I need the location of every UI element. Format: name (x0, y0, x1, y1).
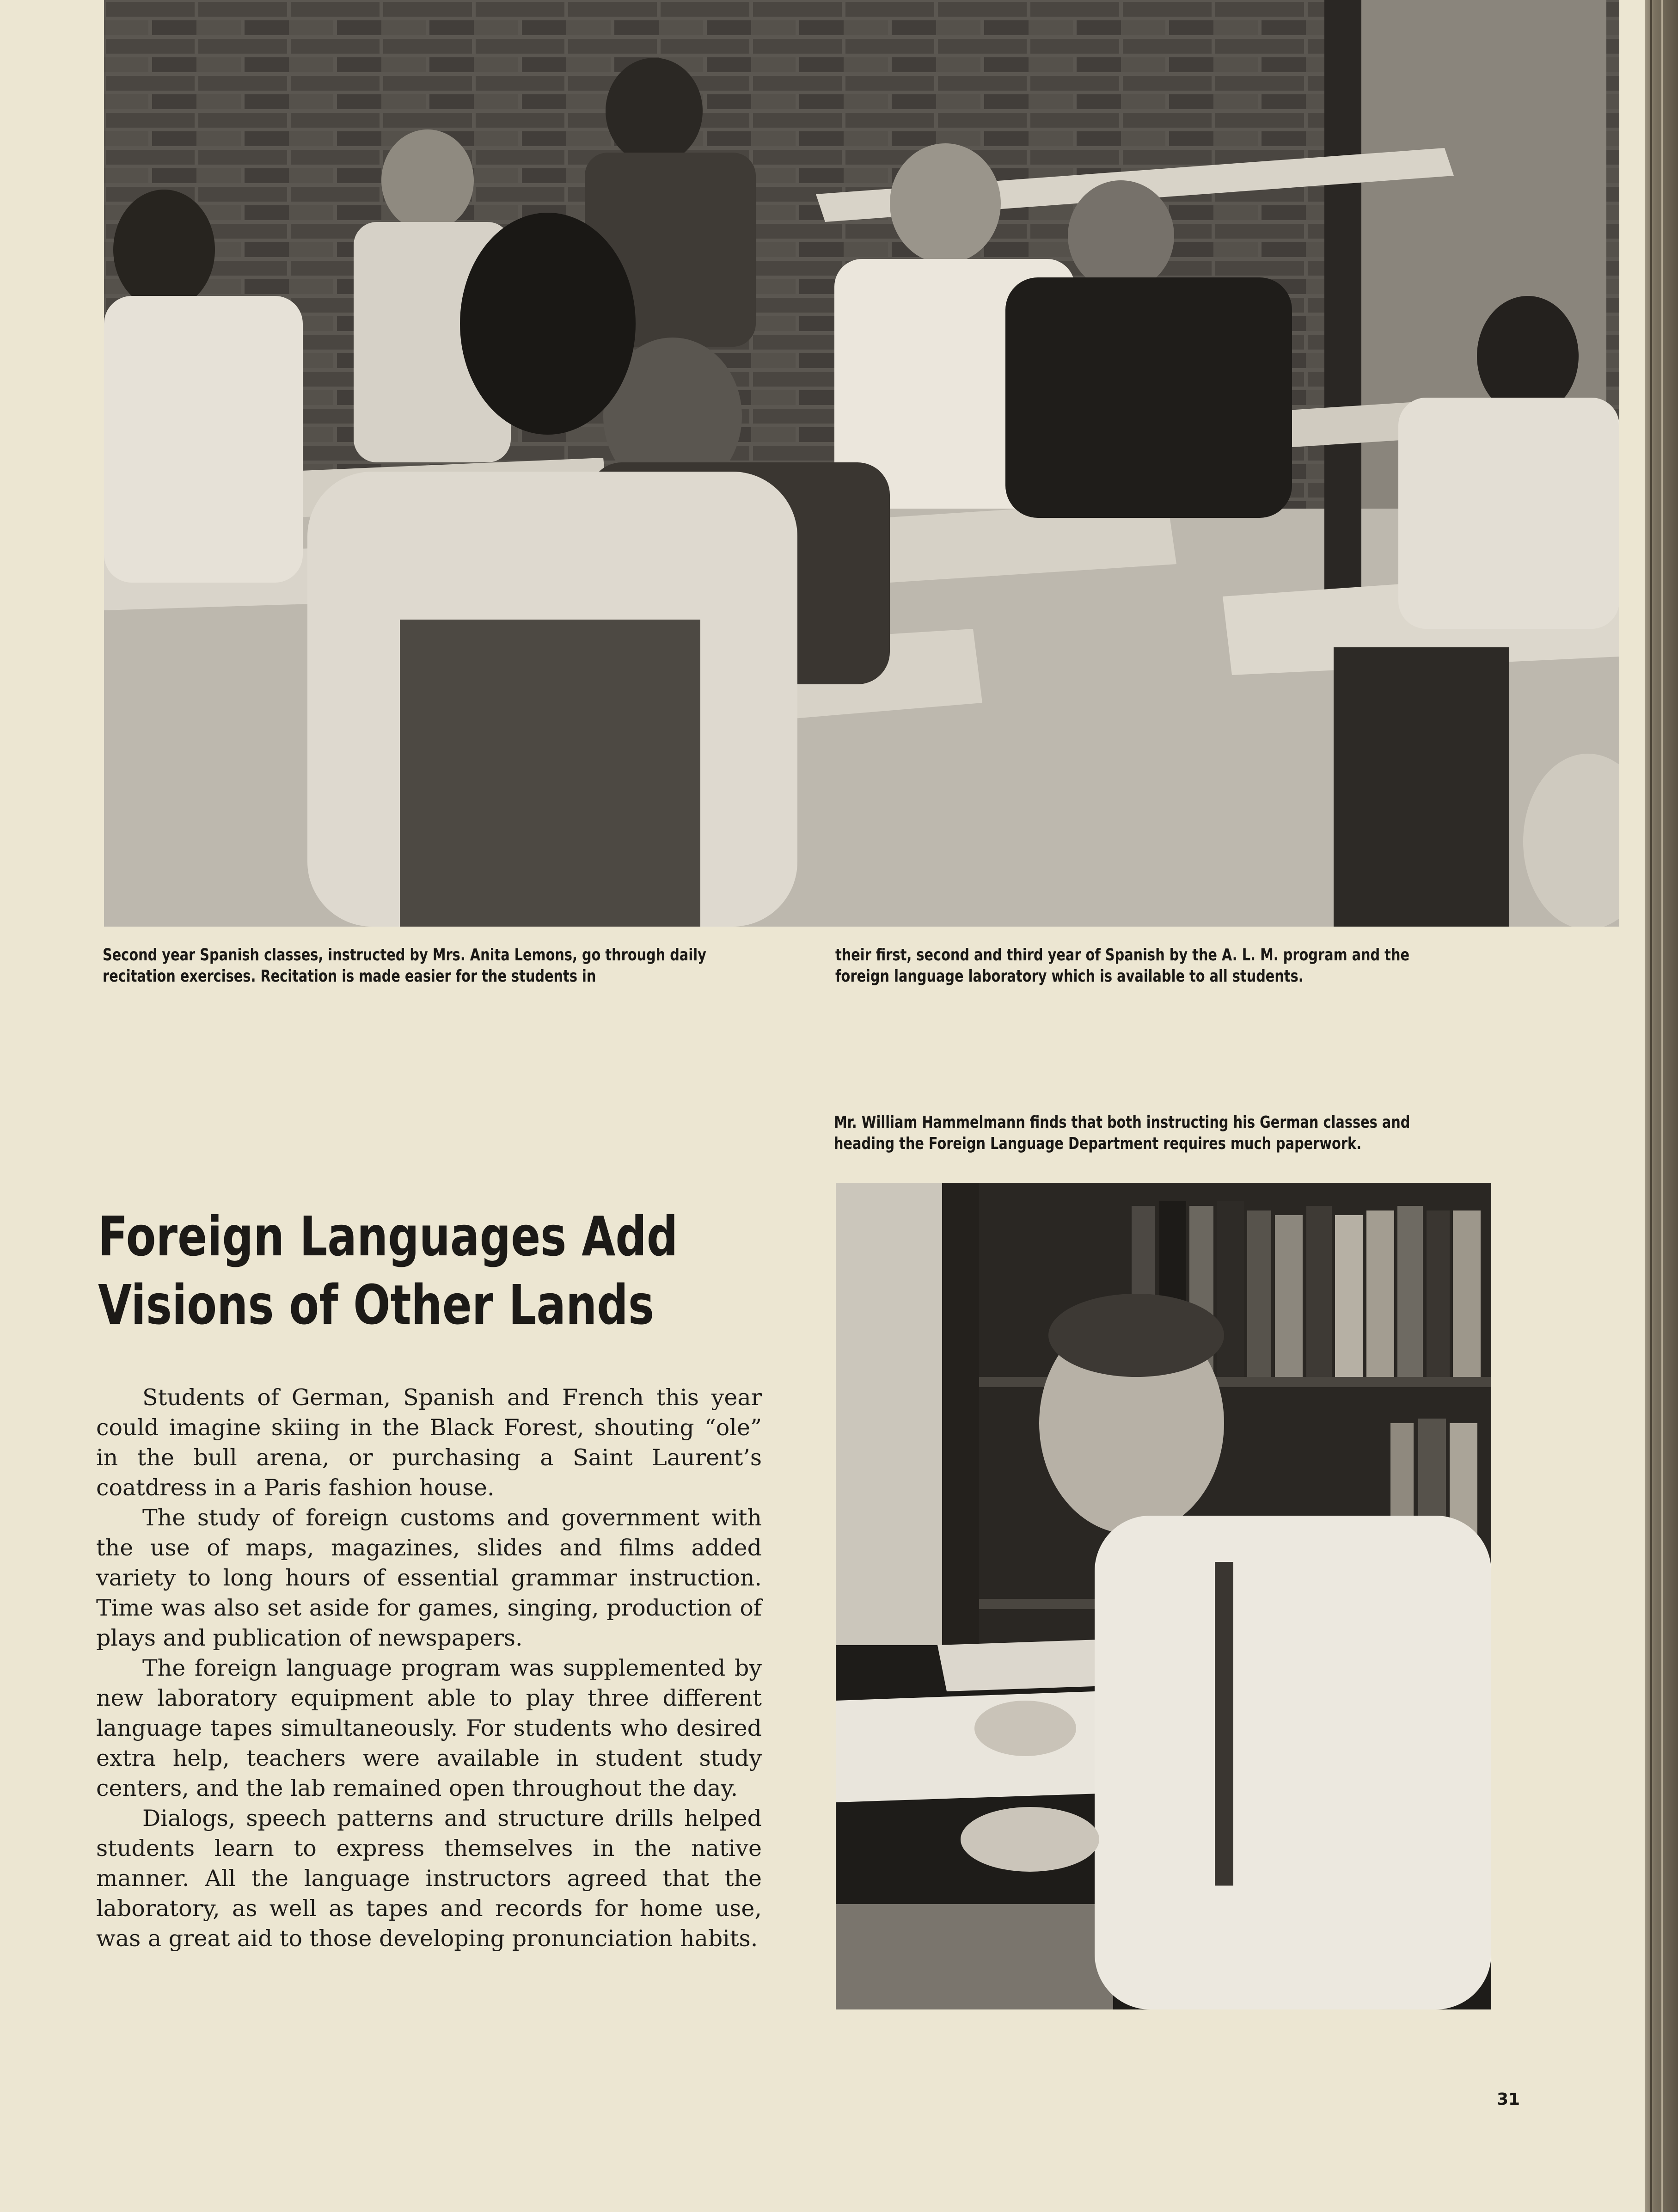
classroom-caption-left: Second year Spanish classes, instructed by Mrs. Anita Lemons, go through daily recitation exercises. Recitation is made easier for the students in (103, 946, 706, 986)
binding-edge (1645, 0, 1678, 2212)
headline-line-2: Visions of Other Lands (98, 1273, 655, 1337)
headline-line-1: Foreign Languages Add (98, 1204, 678, 1268)
article-paragraph: Students of German, Spanish and French this year could imagine skiing in the Black Forest, shouting “ole” in the bull arena, or purchasing a Saint Laurent’s coatdress in a Paris fashion house. (96, 1384, 762, 1501)
classroom-caption-right: their first, second and third year of Spanish by the A. L. M. program and the foreign language laboratory which is available to all students. (835, 946, 1409, 986)
page-number: 31 (1497, 2090, 1520, 2109)
article-paragraph: The study of foreign customs and government with the use of maps, magazines, slides and films added variety to long hours of essential grammar instruction. Time was also set aside for games, singing, production of plays and publication of newspapers. (96, 1505, 762, 1651)
headline (98, 1202, 678, 1339)
teacher-photo (836, 1183, 1491, 2009)
article-body (96, 1382, 762, 1954)
classroom-photo (104, 0, 1619, 927)
teacher-caption: Mr. William Hammelmann finds that both instructing his German classes and heading the Foreign Language Department requires much paperwork. (834, 1113, 1410, 1153)
article-paragraph: Dialogs, speech patterns and structure drills helped students learn to express themselves in the native manner. All the language instructors agreed that the laboratory, as well as tapes and records for home use, was a great aid to those developing pronunciation habits. (96, 1805, 762, 1952)
article-paragraph: The foreign language program was supplemented by new laboratory equipment able to play three different language tapes simultaneously. For students who desired extra help, teachers were available in student study centers, and the lab remained open throughout the day. (96, 1655, 762, 1801)
